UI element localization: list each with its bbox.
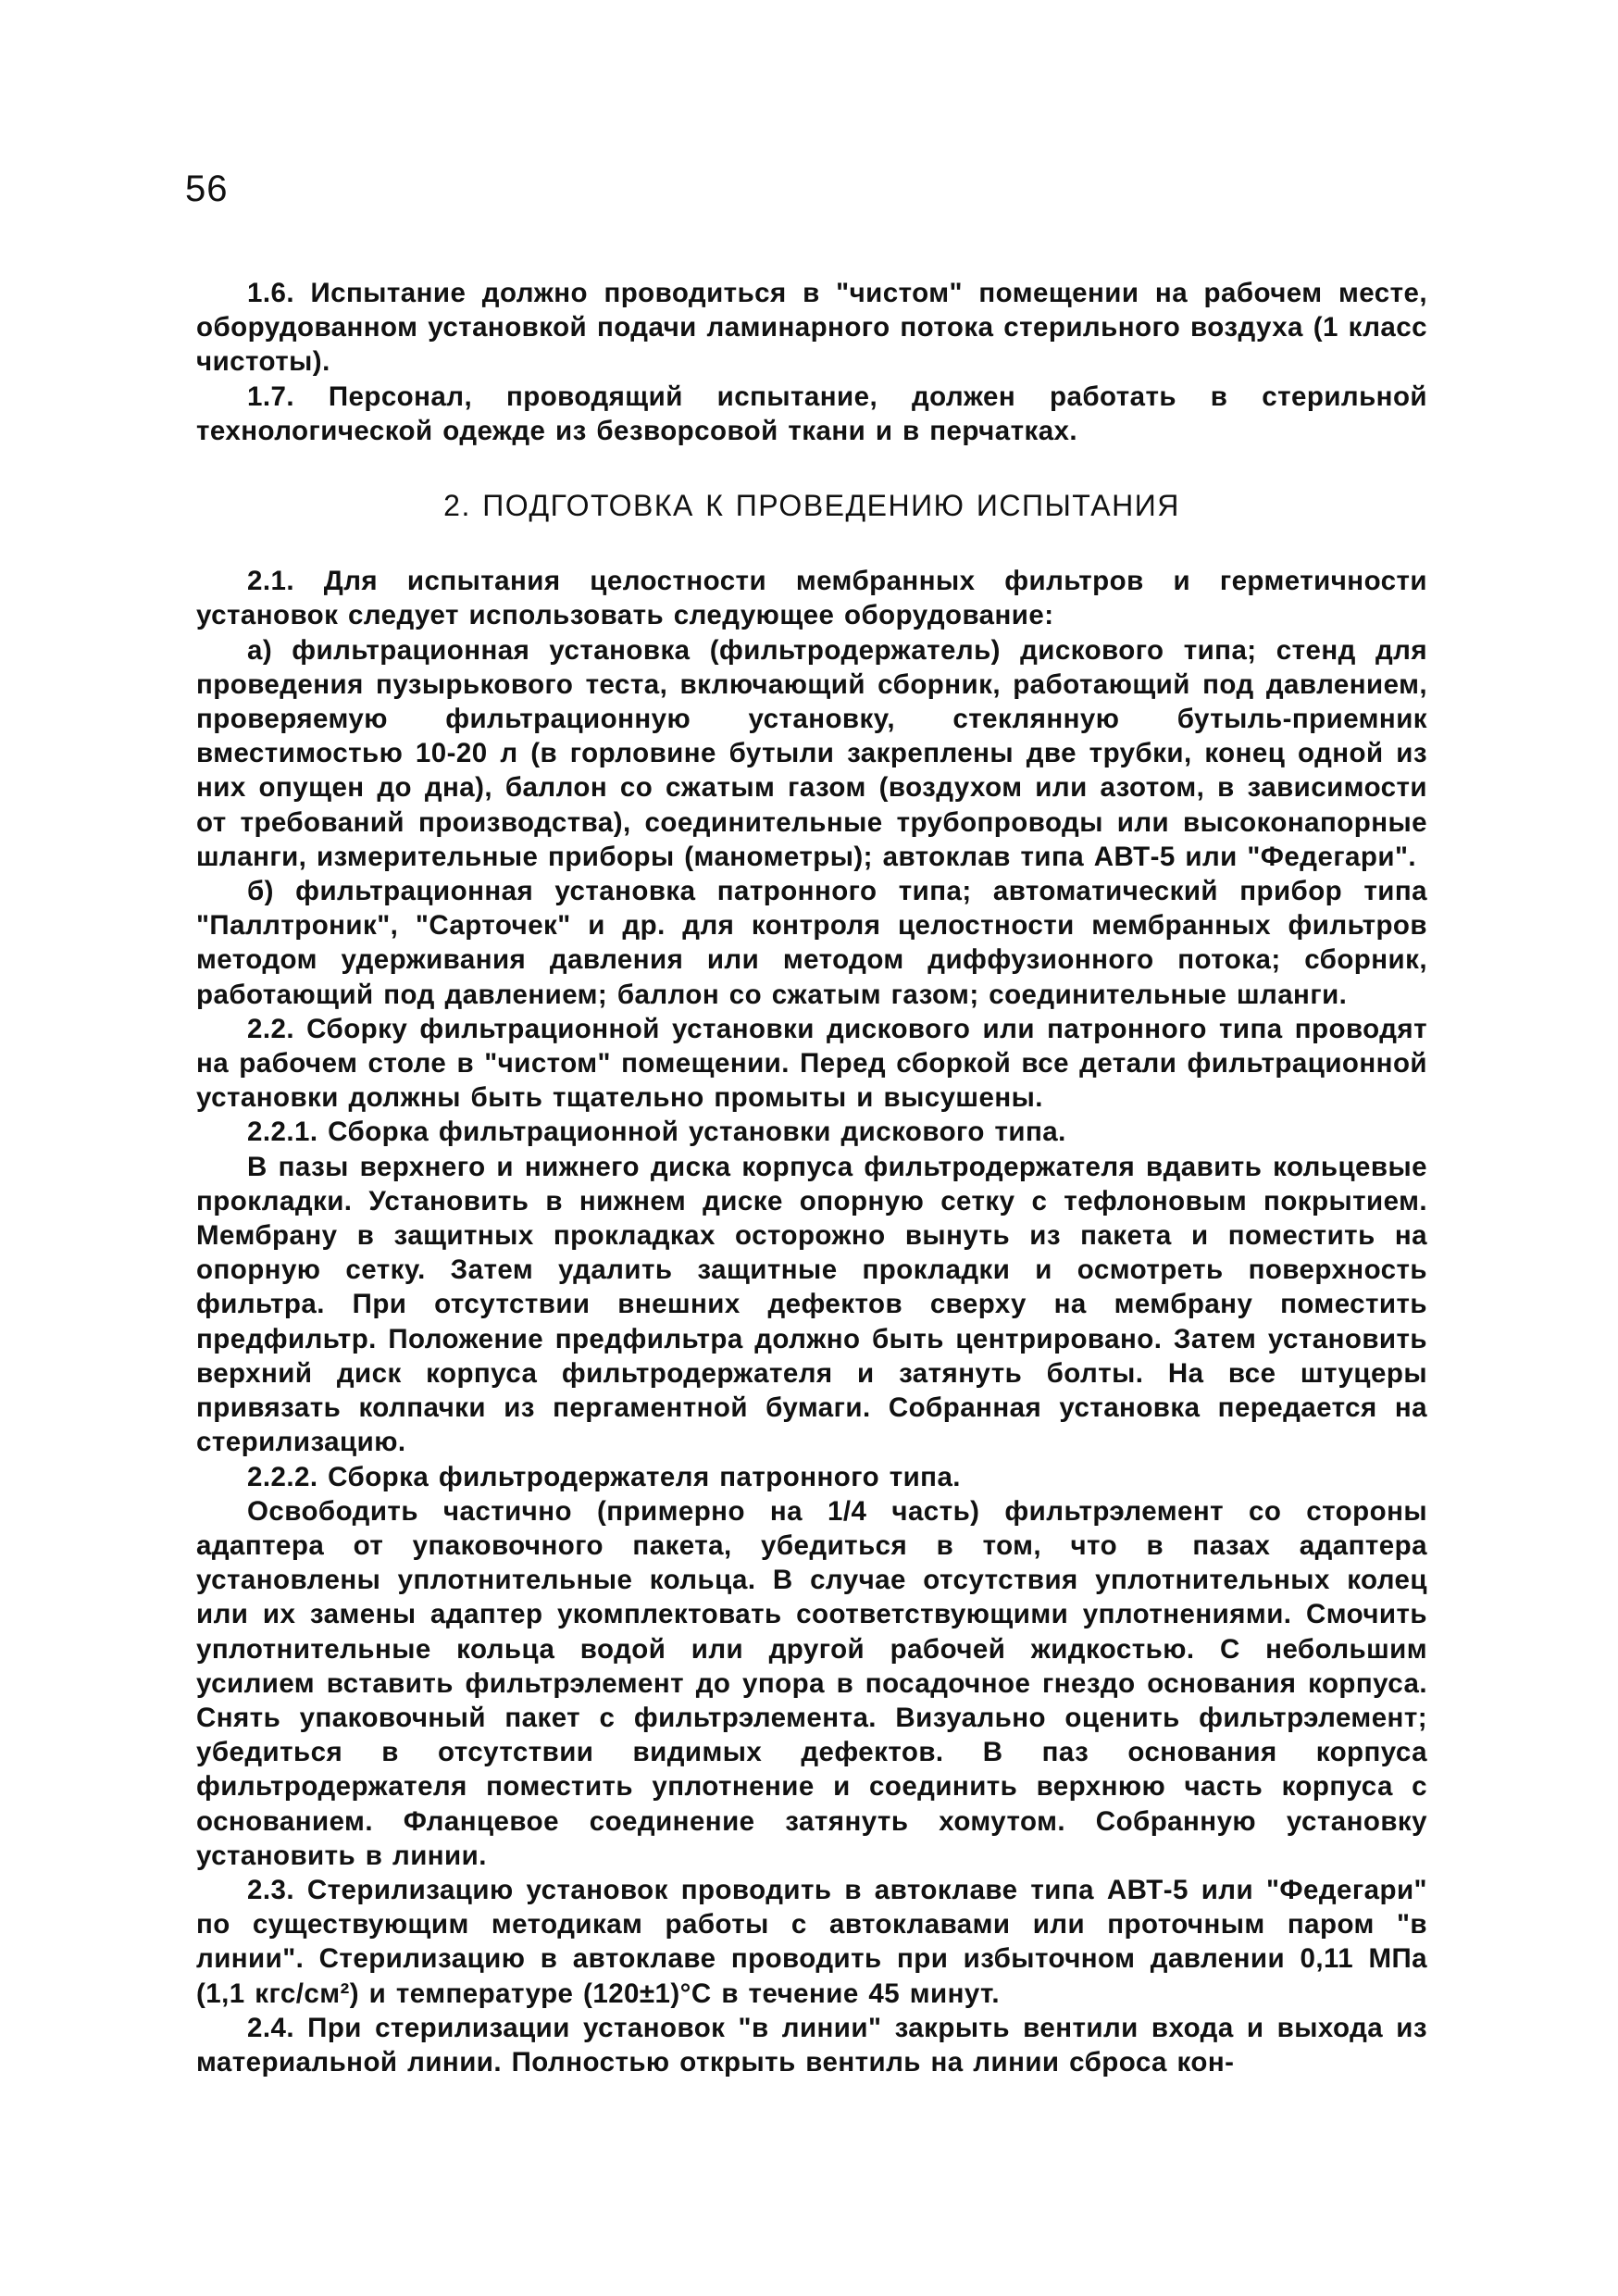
- paragraph-2-2: 2.2. Сборку фильтрационной установки дискового или патронного типа проводят на рабочем столе в "чистом" помещении. Перед сборкой все детали фильтрационной установки должны быть тщательно промыты и высушены.: [196, 1013, 1427, 1114]
- paragraph-2-2-2-body: Освободить частично (примерно на 1/4 часть) фильтрэлемент со стороны адаптера от упаковочного пакета, убедиться в том, что в пазах адаптера установлены уплотнительные кольца. В случае отсутствия уплотнительных колец или их замены адаптер укомплектовать соответствующими уплотнениями. Смочить уплотнительные кольца водой или другой рабочей жидкостью. С небольшим усилием вставить фильтрэлемент до упора в посадочное гнездо основания корпуса. Снять упаковочный пакет с фильтрэлемента. Визуально оценить фильтрэлемент; убедиться в отсутствии видимых дефектов. В паз основания корпуса фильтродержателя поместить уплотнение и соединить верхнюю часть корпуса с основанием. Фланцевое соединение затянуть хомутом. Собранную установку установить в линии.: [196, 1495, 1427, 1871]
- paragraph-2-1: 2.1. Для испытания целостности мембранных фильтров и герметичности установок следует использовать следующее оборудование:: [196, 566, 1427, 631]
- paragraph-2-1-b: б) фильтрационная установка патронного типа; автоматический прибор типа "Паллтроник", "Сарточек" и др. для контроля целостности мембранных фильтров методом удерживания давления или методом диффузионного потока; сборник, работающий под давлением; баллон со сжатым газом; соединительные шланги.: [196, 876, 1427, 1010]
- subsection-title-2-2-1: 2.2.1. Сборка фильтрационной установки дискового типа.: [247, 1117, 1066, 1148]
- paragraph-1-7: 1.7. Персонал, проводящий испытание, должен работать в стерильной технологической одежде из безворсовой ткани и в перчатках.: [196, 381, 1427, 446]
- paragraph-1-6: 1.6. Испытание должно проводиться в "чистом" помещении на рабочем месте, оборудованном установкой подачи ламинарного потока стерильного воздуха (1 класс чистоты).: [196, 278, 1427, 378]
- section-heading-2: 2. ПОДГОТОВКА К ПРОВЕДЕНИЮ ИСПЫТАНИЯ: [443, 489, 1180, 523]
- page-number: 56: [185, 168, 229, 209]
- subsection-title-2-2-2: 2.2.2. Сборка фильтродержателя патронного типа.: [247, 1461, 961, 1492]
- paragraph-2-3: 2.3. Стерилизацию установок проводить в автоклаве типа АВТ-5 или "Федегари" по существующим методикам работы с автоклавами или проточным паром "в линии". Стерилизацию в автоклаве проводить при избыточном давлении 0,11 МПа (1,1 кгс/см²) и температуре (120±1)°С в течение 45 минут.: [196, 1874, 1427, 2009]
- paragraph-2-1-a: а) фильтрационная установка (фильтродержатель) дискового типа; стенд для проведения пузырькового теста, включающий сборник, работающий под давлением, проверяемую фильтрационную установку, стеклянную бутыль-приемник вместимостью 10-20 л (в горловине бутыли закреплены две трубки, конец одной из них опущен до дна), баллон со сжатым газом (воздухом или азотом, в зависимости от требований производства), соединительные трубопроводы или высоконапорные шланги, измерительные приборы (манометры); автоклав типа АВТ-5 или "Федегари".: [196, 634, 1427, 872]
- paragraph-2-2-1-body: В пазы верхнего и нижнего диска корпуса фильтродержателя вдавить кольцевые прокладки. Установить в нижнем диске опорную сетку с тефлоновым покрытием. Мембрану в защитных прокладках осторожно вынуть из пакета и поместить на опорную сетку. Затем удалить защитные прокладки и осмотреть поверхность фильтра. При отсутствии внешних дефектов сверху на мембрану поместить предфильтр. Положение предфильтра должно быть центрировано. Затем установить верхний диск корпуса фильтродержателя и затянуть болты. На все штуцеры привязать колпачки из пергаментной бумаги. Собранная установка передается на стерилизацию.: [196, 1151, 1427, 1458]
- document-body: [196, 276, 1427, 2079]
- paragraph-2-4: 2.4. При стерилизации установок "в линии" закрыть вентили входа и выхода из материальной линии. Полностью открыть вентиль на линии сброса кон-: [196, 2012, 1427, 2078]
